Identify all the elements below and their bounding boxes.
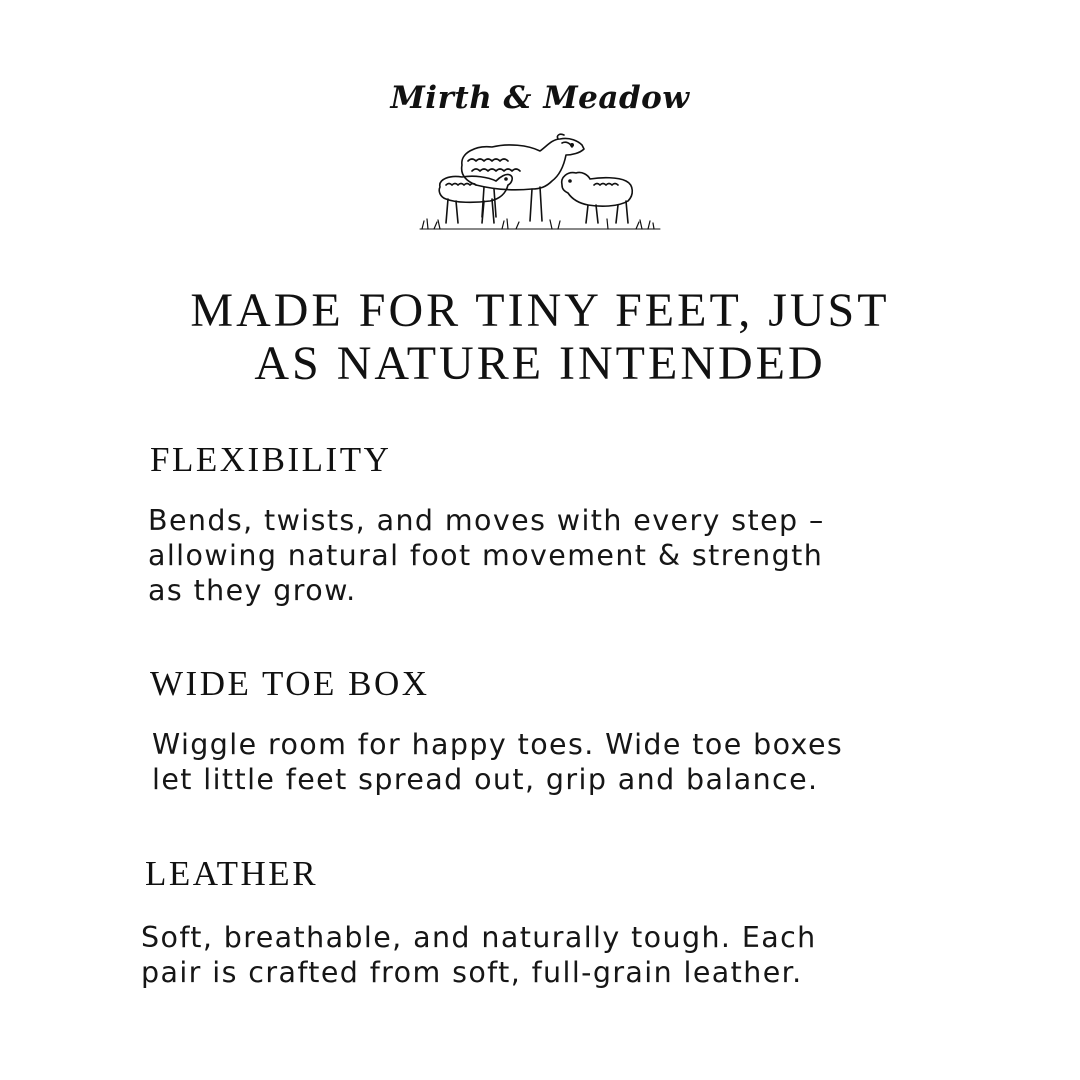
feature-title-wide-toe-box: WIDE TOE BOX (150, 664, 430, 703)
feature-body-flexibility (148, 503, 825, 608)
feature-body-leather (141, 920, 817, 990)
feature-body-line: Bends, twists, and moves with every step – (148, 504, 825, 537)
headline-line-2: AS NATURE INTENDED (254, 337, 826, 390)
feature-body-wide-toe-box (152, 727, 843, 797)
feature-body-line: Wiggle room for happy toes. Wide toe boxes (152, 728, 844, 761)
feature-body-line: Soft, breathable, and naturally tough. Each (141, 921, 817, 954)
headline-line-1: MADE FOR TINY FEET, JUST (190, 284, 890, 337)
feature-body-line: pair is crafted from soft, full-grain leather. (141, 956, 803, 989)
headline (0, 284, 1080, 390)
brand-name: Mirth & Meadow (390, 80, 690, 116)
feature-body-line: let little feet spread out, grip and balance. (152, 763, 819, 796)
feature-title-leather: LEATHER (145, 854, 319, 893)
sheep-logo-icon (412, 125, 668, 235)
feature-body-line: allowing natural foot movement & strength (148, 539, 824, 572)
feature-body-line: as they grow. (148, 574, 357, 607)
feature-title-flexibility: FLEXIBILITY (150, 440, 392, 479)
